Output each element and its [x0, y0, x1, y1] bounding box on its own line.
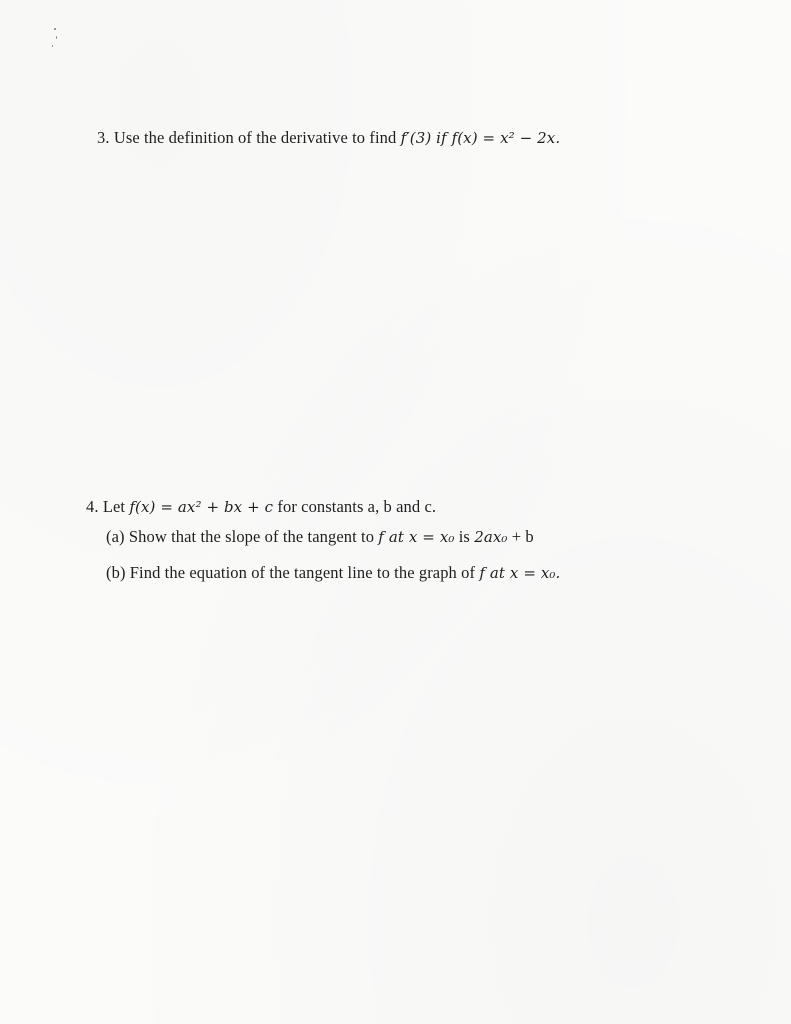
part-label: (a) — [106, 527, 125, 546]
part-tail: + b — [511, 527, 534, 546]
problem-text: Use the definition of the derivative to find — [113, 128, 397, 147]
problem-tail: for constants a, b and c. — [277, 497, 437, 516]
problem-lead: Let — [102, 497, 126, 516]
problem-4-part-b — [106, 563, 560, 583]
scan-speck — [54, 28, 56, 30]
problem-math: f′(3) if f(x) = x² − 2x. — [400, 129, 561, 147]
part-math-2: 2ax₀ — [474, 528, 508, 546]
scan-speck — [52, 45, 53, 47]
part-math: f at x = x₀. — [479, 564, 561, 582]
part-label: (b) — [106, 563, 126, 582]
problem-number: 3. — [97, 128, 110, 147]
part-text: Find the equation of the tangent line to the graph of — [129, 563, 476, 582]
problem-4 — [86, 497, 436, 517]
part-mid: is — [458, 527, 470, 546]
problem-4-part-a — [106, 527, 534, 547]
problem-3 — [97, 128, 560, 148]
scan-speck — [56, 36, 57, 39]
problem-math: f(x) = ax² + bx + c — [129, 498, 274, 516]
part-text: Show that the slope of the tangent to — [128, 527, 375, 546]
part-math: f at x = x₀ — [378, 528, 455, 546]
problem-number: 4. — [86, 497, 99, 516]
